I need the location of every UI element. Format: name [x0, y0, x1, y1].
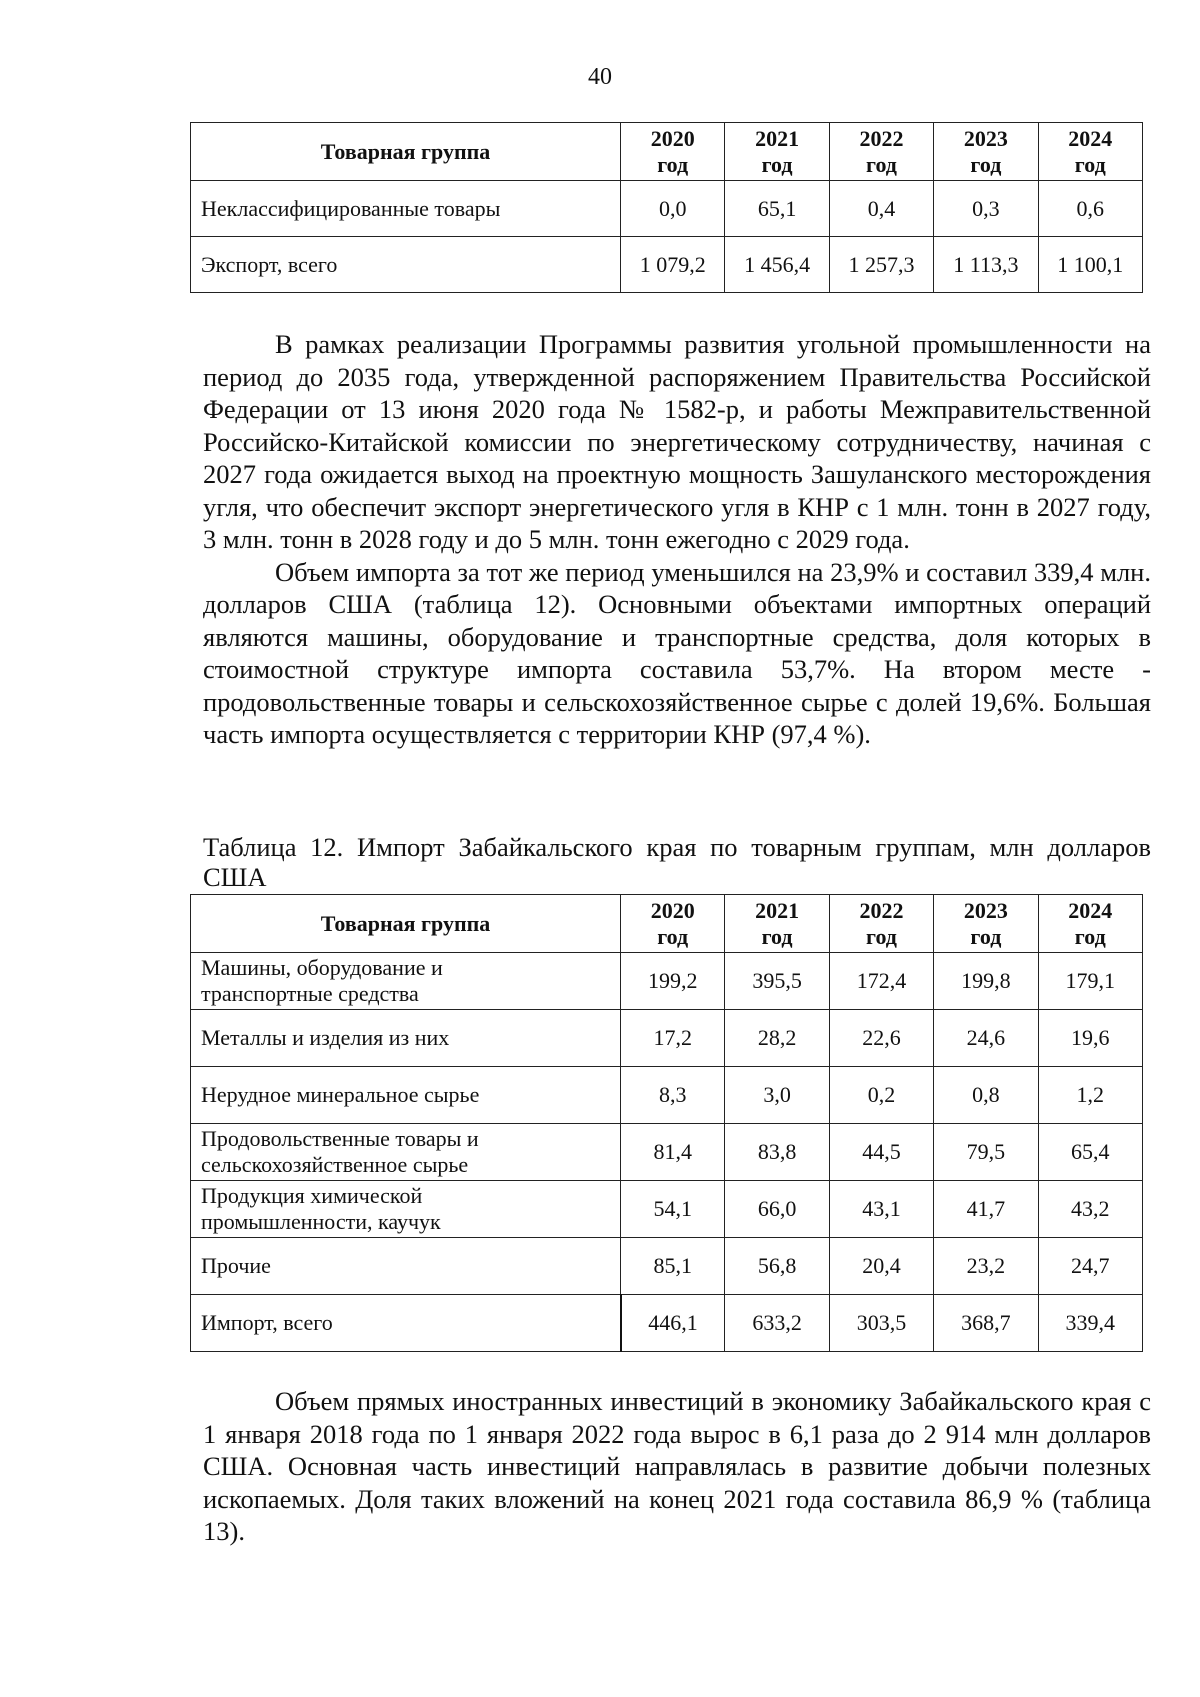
paragraph-import-volume: Объем импорта за тот же период уменьшился на 23,9% и составил 339,4 млн. долларов США (таблица 12). Основными объектами импортных операций являются машины, оборудование и транспортные средства, доля которых в стоимостной структуре импорта составила 53,7%. На втором месте - продовольственные товары и сельскохозяйственное сырье с долей 19,6%. Большая часть импорта осуществляется с территории КНР (97,4 %).	[203, 556, 1151, 749]
column-header-year: 2024 год	[1038, 123, 1142, 181]
row-label: Прочие	[191, 1238, 621, 1295]
table-cell: 1 456,4	[725, 237, 829, 293]
table-header-row	[191, 123, 1143, 181]
table-cell: 81,4	[621, 1124, 725, 1181]
table-cell: 43,1	[829, 1181, 933, 1238]
table-cell: 56,8	[725, 1238, 829, 1295]
table-row	[191, 1124, 1143, 1181]
table-cell: 446,1	[621, 1295, 725, 1352]
row-label: Металлы и изделия из них	[191, 1010, 621, 1067]
table-cell: 65,4	[1038, 1124, 1142, 1181]
page-number: 40	[588, 64, 612, 90]
row-label: Неклассифицированные товары	[191, 181, 621, 237]
table-row	[191, 1238, 1143, 1295]
table-caption: Таблица 12. Импорт Забайкальского края по товарным группам, млн долларов США	[203, 832, 1151, 892]
table-cell: 83,8	[725, 1124, 829, 1181]
body-text-investments	[203, 1385, 1151, 1548]
table-cell: 43,2	[1038, 1181, 1142, 1238]
table-row	[191, 181, 1143, 237]
column-header-group: Товарная группа	[191, 895, 621, 953]
table-cell: 1,2	[1038, 1067, 1142, 1124]
export-table	[190, 122, 1143, 293]
table-cell: 1 079,2	[621, 237, 725, 293]
column-header-group: Товарная группа	[191, 123, 621, 181]
table-cell: 0,4	[829, 181, 933, 237]
table-cell: 179,1	[1038, 953, 1142, 1010]
column-header-year: 2020 год	[621, 895, 725, 953]
table-cell: 8,3	[621, 1067, 725, 1124]
table-cell: 1 113,3	[934, 237, 1038, 293]
row-label: Продовольственные товары и сельскохозяйственное сырье	[191, 1124, 621, 1181]
table-cell: 172,4	[829, 953, 933, 1010]
body-text	[203, 328, 1151, 751]
table-cell: 41,7	[934, 1181, 1038, 1238]
column-header-year: 2023 год	[934, 895, 1038, 953]
table-cell: 20,4	[829, 1238, 933, 1295]
table-cell: 1 100,1	[1038, 237, 1142, 293]
table-cell: 66,0	[725, 1181, 829, 1238]
table-cell: 28,2	[725, 1010, 829, 1067]
table-cell: 339,4	[1038, 1295, 1142, 1352]
table-cell: 1 257,3	[829, 237, 933, 293]
table-row-total	[191, 1295, 1143, 1352]
table-cell: 395,5	[725, 953, 829, 1010]
table-cell: 199,2	[621, 953, 725, 1010]
table-cell: 0,6	[1038, 181, 1142, 237]
row-label: Нерудное минеральное сырье	[191, 1067, 621, 1124]
column-header-year: 2021 год	[725, 895, 829, 953]
table-cell: 303,5	[829, 1295, 933, 1352]
table-cell: 79,5	[934, 1124, 1038, 1181]
column-header-year: 2022 год	[829, 123, 933, 181]
column-header-year: 2022 год	[829, 895, 933, 953]
table-cell: 19,6	[1038, 1010, 1142, 1067]
table-cell: 22,6	[829, 1010, 933, 1067]
table-cell: 0,3	[934, 181, 1038, 237]
row-label: Импорт, всего	[191, 1295, 621, 1352]
table-cell: 54,1	[621, 1181, 725, 1238]
row-label: Продукция химической промышленности, каучук	[191, 1181, 621, 1238]
paragraph-investments: Объем прямых иностранных инвестиций в экономику Забайкальского края с 1 января 2018 года по 1 января 2022 года вырос в 6,1 раза до 2 914 млн долларов США. Основная часть инвестиций направлялась в развитие добычи полезных ископаемых. Доля таких вложений на конец 2021 года составила 86,9 % (таблица 13).	[203, 1386, 1151, 1546]
table-cell: 17,2	[621, 1010, 725, 1067]
table-cell: 3,0	[725, 1067, 829, 1124]
column-header-year: 2023 год	[934, 123, 1038, 181]
column-header-year: 2021 год	[725, 123, 829, 181]
table-row	[191, 1181, 1143, 1238]
import-table	[190, 894, 1143, 1352]
table-cell: 0,2	[829, 1067, 933, 1124]
table-cell: 199,8	[934, 953, 1038, 1010]
table-cell: 44,5	[829, 1124, 933, 1181]
table-cell: 24,7	[1038, 1238, 1142, 1295]
table-cell: 0,0	[621, 181, 725, 237]
paragraph-coal-program: В рамках реализации Программы развития угольной промышленности на период до 2035 года, утвержденной распоряжением Правительства Российской Федерации от 13 июня 2020 года № 1582-р, и работы Межправительственной Российско-Китайской комиссии по энергетическому сотрудничеству, начиная с 2027 года ожидается выход на проектную мощность Зашуланского месторождения угля, что обеспечит экспорт энергетического угля в КНР с 1 млн. тонн в 2027 году, 3 млн. тонн в 2028 году и до 5 млн. тонн ежегодно с 2029 года.	[203, 329, 1151, 554]
column-header-year: 2024 год	[1038, 895, 1142, 953]
row-label: Экспорт, всего	[191, 237, 621, 293]
column-header-year: 2020 год	[621, 123, 725, 181]
row-label: Машины, оборудование и транспортные средства	[191, 953, 621, 1010]
table-row	[191, 953, 1143, 1010]
table-cell: 23,2	[934, 1238, 1038, 1295]
table-cell: 65,1	[725, 181, 829, 237]
table-cell: 85,1	[621, 1238, 725, 1295]
table-cell: 368,7	[934, 1295, 1038, 1352]
table-cell: 24,6	[934, 1010, 1038, 1067]
table-cell: 633,2	[725, 1295, 829, 1352]
table-row	[191, 1010, 1143, 1067]
table-header-row	[191, 895, 1143, 953]
table-row-total	[191, 237, 1143, 293]
table-row	[191, 1067, 1143, 1124]
table-cell: 0,8	[934, 1067, 1038, 1124]
